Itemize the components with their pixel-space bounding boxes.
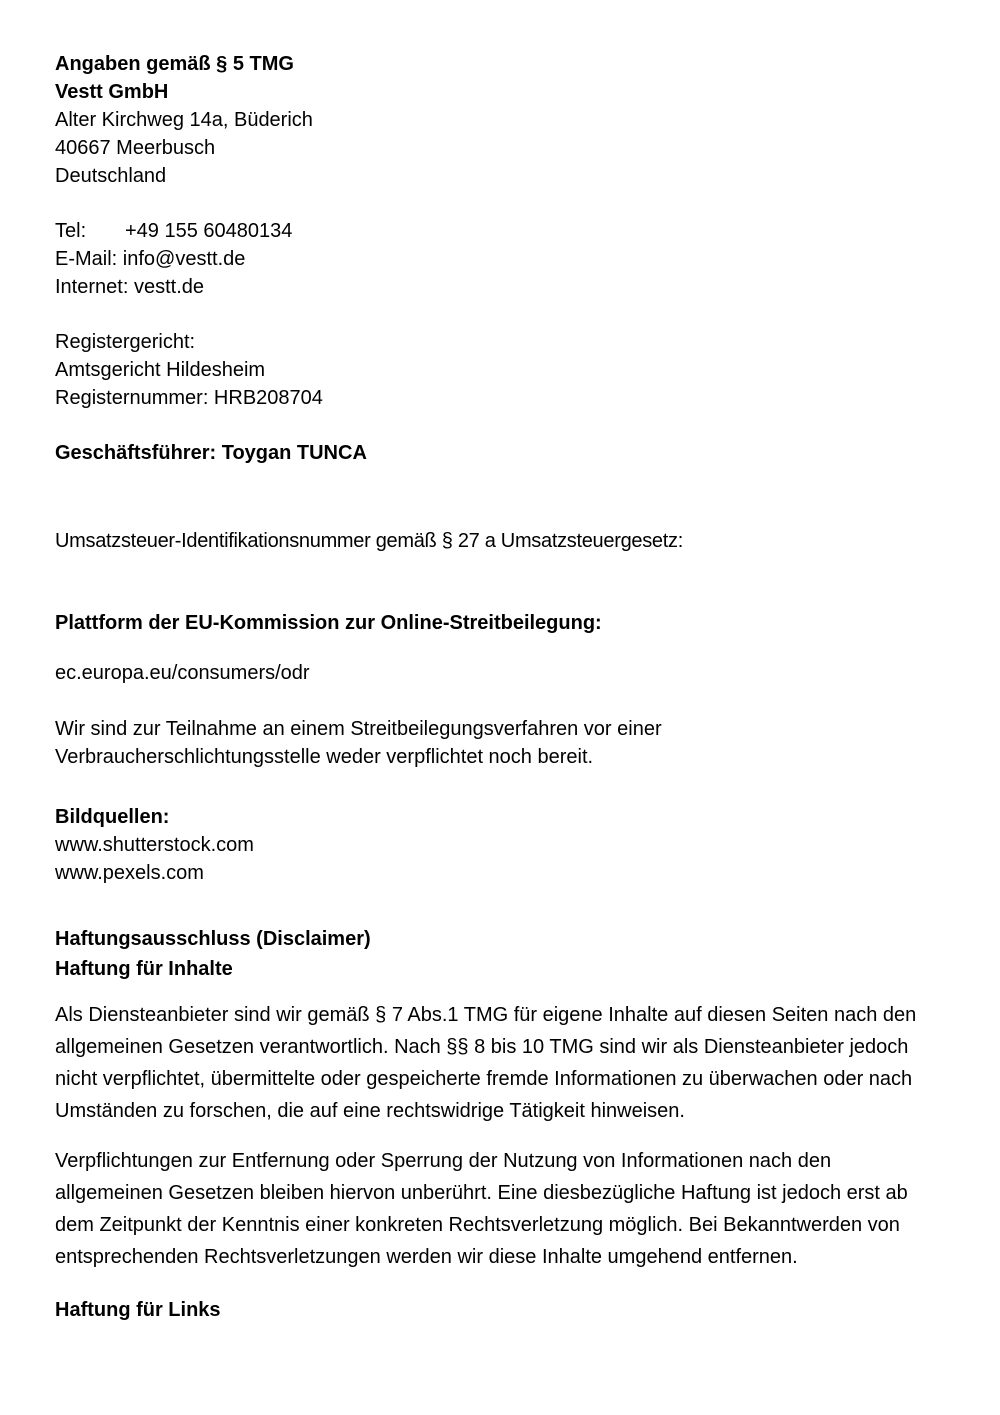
imprint-heading: Angaben gemäß § 5 TMG [55, 53, 294, 75]
internet-line [55, 273, 938, 301]
company-address-block [55, 50, 938, 190]
odr-link: ec.europa.eu/consumers/odr [55, 662, 310, 684]
odr-link-block [55, 659, 938, 687]
content-liability-heading: Haftung für Inhalte [55, 958, 233, 980]
register-court-label: Registergericht: [55, 331, 196, 353]
managing-director-block [55, 439, 938, 467]
register-court: Amtsgericht Hildesheim [55, 359, 266, 381]
register-number: Registernummer: HRB208704 [55, 387, 323, 409]
image-sources-block [55, 803, 938, 887]
image-source-item: www.pexels.com [55, 862, 204, 884]
company-city: 40667 Meerbusch [55, 137, 216, 159]
contact-block [55, 217, 938, 301]
internet-value: vestt.de [133, 276, 204, 298]
company-street: Alter Kirchweg 14a, Büderich [55, 109, 313, 131]
internet-label: Internet: [55, 276, 129, 298]
company-country: Deutschland [55, 165, 167, 187]
disclaimer-heading: Haftungsausschluss (Disclaimer) [55, 928, 371, 950]
email-line [55, 245, 938, 273]
vat-id-block [55, 527, 938, 551]
disclaimer-headings-block [55, 924, 938, 984]
phone-value: +49 155 60480134 [125, 220, 293, 242]
odr-heading-block [55, 609, 938, 637]
email-value: info@vestt.de [122, 248, 246, 270]
managing-director: Geschäftsführer: Toygan TUNCA [55, 442, 367, 464]
vat-id-line: Umsatzsteuer-Identifikationsnummer gemäß § 27 a Umsatzsteuergesetz: [55, 530, 683, 551]
register-block [55, 328, 938, 412]
odr-heading: Plattform der EU-Kommission zur Online-Streitbeilegung: [55, 612, 602, 634]
email-label: E-Mail: [55, 248, 118, 270]
phone-label: Tel: [55, 220, 87, 242]
image-source-item: www.shutterstock.com [55, 834, 254, 856]
company-name: Vestt GmbH [55, 81, 169, 103]
image-sources-heading: Bildquellen: [55, 806, 170, 828]
links-liability-heading: Haftung für Links [55, 1299, 221, 1321]
dispute-statement: Wir sind zur Teilnahme an einem Streitbeilegungsverfahren vor einer Verbraucherschlichtungsstelle weder verpflichtet noch bereit. [55, 718, 668, 768]
phone-line [55, 217, 938, 245]
disclaimer-paragraph-1: Als Diensteanbieter sind wir gemäß § 7 Abs.1 TMG für eigene Inhalte auf diesen Seiten nach den allgemeinen Gesetzen verantwortlich. Nach §§ 8 bis 10 TMG sind wir als Diensteanbieter jedoch nicht verpflichtet, übermittelte oder gespeicherte fremde Informationen zu überwachen oder nach Umständen zu forschen, die auf eine rechtswidrige Tätigkeit hinweisen. [55, 1004, 917, 1122]
disclaimer-paragraph-2: Verpflichtungen zur Entfernung oder Sperrung der Nutzung von Informationen nach den allgemeinen Gesetzen bleiben hiervon unberührt. Eine diesbezügliche Haftung ist jedoch erst ab dem Zeitpunkt der Kenntnis einer konkreten Rechtsverletzung möglich. Bei Bekanntwerden von entsprechenden Rechtsverletzungen werden wir diese Inhalte umgehend entfernen. [55, 1150, 908, 1268]
